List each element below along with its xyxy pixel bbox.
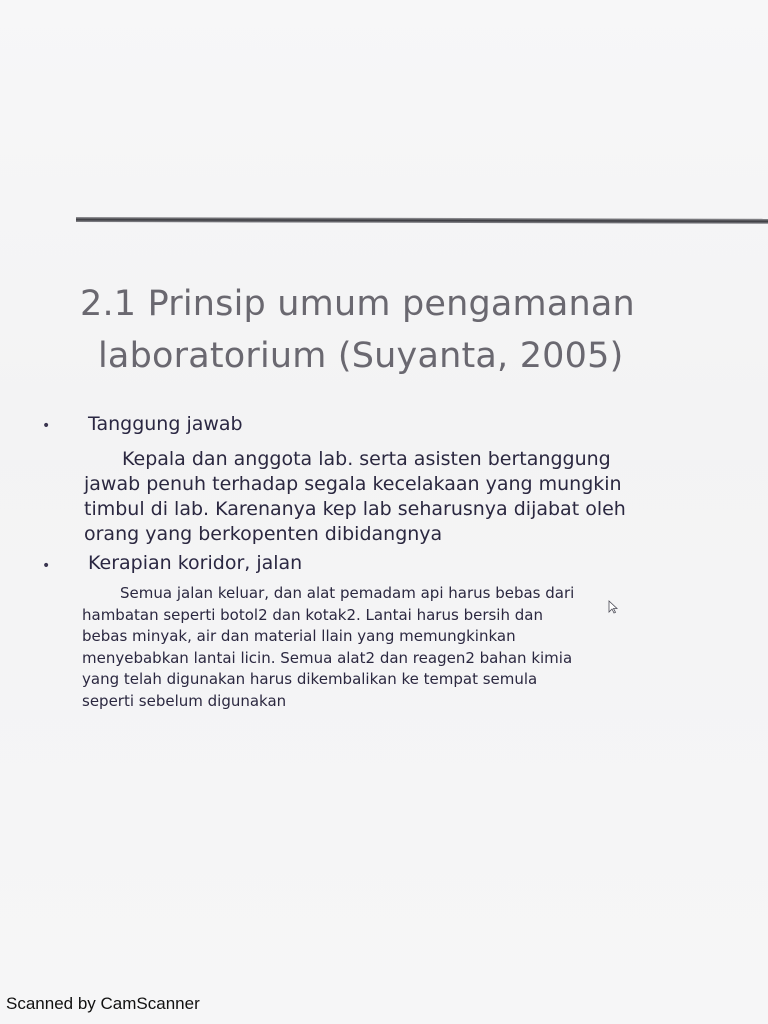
slide-title bbox=[80, 278, 720, 382]
section-heading-tanggung-jawab: Tanggung jawab bbox=[88, 413, 243, 435]
body-line: Semua jalan keluar, dan alat pemadam api harus bebas dari bbox=[120, 584, 575, 602]
section-body-tanggung-jawab bbox=[84, 447, 626, 547]
bullet-icon: • bbox=[42, 418, 51, 434]
body-line: timbul di lab. Karenanya kep lab seharusnya dijabat oleh bbox=[84, 498, 626, 520]
body-line: seperti sebelum digunakan bbox=[82, 691, 287, 710]
slide-title-line-2: laboratorium (Suyanta, 2005) bbox=[98, 336, 624, 376]
scanner-watermark: Scanned by CamScanner bbox=[6, 994, 200, 1013]
body-line: hambatan seperti botol2 dan kotak2. Lantai harus bersih dan bbox=[82, 605, 543, 624]
mouse-cursor-icon bbox=[608, 600, 618, 614]
header-divider bbox=[76, 217, 768, 224]
bullet-icon: • bbox=[42, 558, 51, 574]
section-heading-kerapian-koridor: Kerapian koridor, jalan bbox=[88, 552, 303, 574]
body-line: yang telah digunakan harus dikembalikan ke tempat semula bbox=[82, 670, 538, 688]
body-line: menyebabkan lantai licin. Semua alat2 dan reagen2 bahan kimia bbox=[82, 648, 573, 667]
section-body-kerapian-koridor bbox=[82, 583, 574, 712]
body-line: Kepala dan anggota lab. serta asisten bertanggung bbox=[122, 448, 611, 470]
body-line: jawab penuh terhadap segala kecelakaan yang mungkin bbox=[84, 473, 622, 495]
body-line: orang yang berkopenten dibidangnya bbox=[84, 523, 443, 545]
body-line: bebas minyak, air dan material llain yang memungkinkan bbox=[82, 627, 516, 645]
slide-title-line-1: 2.1 Prinsip umum pengamanan bbox=[80, 284, 635, 324]
